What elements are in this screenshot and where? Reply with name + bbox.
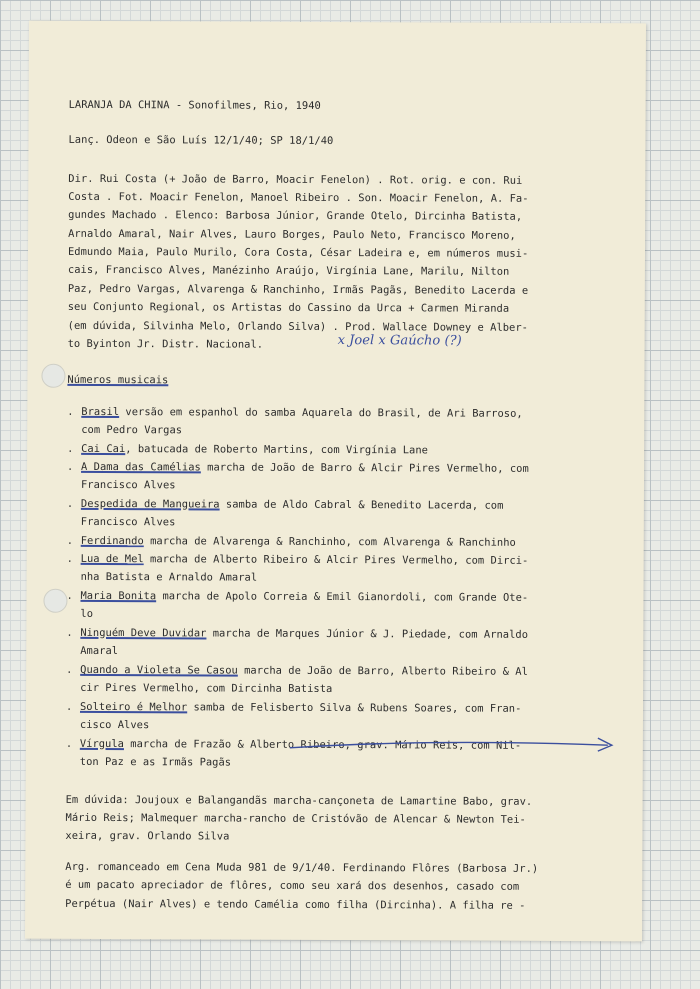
list-item-cont: Amaral [80,644,119,658]
song-title: Solteiro é Melhor [79,700,188,714]
song-details: marcha de Alvarenga & Ranchinho, com Alvarenga & Ranchinho [143,535,516,549]
song-title: Quando a Violeta Se Casou [80,663,238,677]
credits-line: gundes Machado . Elenco: Barbosa Júnior, Grande Otelo, Dircinha Batista, [68,208,523,223]
credits-line: Arnaldo Amaral, Nair Alves, Lauro Borges, Paulo Neto, Francisco Moreno, [68,227,516,242]
credits-line: Dir. Rui Costa (+ João de Barro, Moacir Fenelon) . Rot. orig. e con. Rui [68,172,523,187]
list-item: . Ninguém Deve Duvidar marcha de Marques Júnior & J. Piedade, com Arnaldo [66,626,529,641]
song-title: Ninguém Deve Duvidar [80,626,207,640]
song-details: versão em espanhol do samba Aquarela do Brasil, de Ari Barroso, [119,406,523,420]
list-item: . Brasil versão em espanhol do samba Aquarela do Brasil, de Ari Barroso, [67,405,523,420]
song-title: Ferdinando [80,534,144,548]
punch-hole-bottom [43,589,67,613]
list-item: . Maria Bonita marcha de Apolo Correia & Emil Gianordoli, com Grande Ote- [66,589,529,604]
list-item: . Quando a Violeta Se Casou marcha de João de Barro, Alberto Ribeiro & Al [66,663,528,678]
release-line: Lanç. Odeon e São Luís 12/1/40; SP 18/1/40 [68,133,334,147]
punch-hole-top [41,364,65,388]
song-title: Despedida de Mangueira [80,497,220,511]
argument-line: Perpétua (Nair Alves) e tendo Camélia como filha (Dircinha). A filha re - [65,897,526,912]
list-item: . Ferdinando marcha de Alvarenga & Ranchinho, com Alvarenga & Ranchinho [66,534,516,549]
song-title: Brasil [81,405,120,419]
typewritten-sheet [25,21,646,942]
list-item-cont: nha Batista e Arnaldo Amaral [80,570,258,584]
musical-numbers-heading: Números musicais [67,373,169,387]
song-details: marcha de Marques Júnior & J. Piedade, com Arnaldo [206,627,529,641]
list-item: . Despedida de Mangueira samba de Aldo Cabral & Benedito Lacerda, com [66,497,504,512]
credits-line: seu Conjunto Regional, os Artistas do Cassino da Urca + Carmen Miranda [67,300,510,315]
list-item: . Cai Cai, batucada de Roberto Martins, com Virgínia Lane [67,442,428,457]
credits-line: Costa . Fot. Moacir Fenelon, Manoel Ribeiro . Son. Moacir Fenelon, A. Fa- [68,190,529,205]
song-details: marcha de João de Barro, Alberto Ribeiro & Al [237,664,528,678]
doubt-line: Mário Reis; Malmequer marcha-rancho de Cristóvão de Alencar & Newton Tei- [65,811,526,826]
list-item: . Lua de Mel marcha de Alberto Ribeiro & Alcir Pires Vermelho, com Dirci- [66,552,529,567]
doubt-line: Em dúvida: Joujoux e Balangandãs marcha-cançoneta de Lamartine Babo, grav. [65,793,533,808]
list-item-cont: Francisco Alves [80,478,176,492]
handwritten-note: x Joel x Gaúcho (?) [337,333,462,349]
song-title: Lua de Mel [80,552,144,566]
handwritten-arrow [288,728,628,753]
credits-line: Edmundo Maia, Paulo Murilo, Cora Costa, César Ladeira e, em números musi- [67,245,529,260]
list-item-cont: ton Paz e as Irmãs Pagãs [79,755,232,769]
song-details: marcha de João de Barro & Alcir Pires Vermelho, com [200,461,529,475]
list-item: . Solteiro é Melhor samba de Felisberto Silva & Rubens Soares, com Fran- [65,700,522,715]
credits-line: Paz, Pedro Vargas, Alvarenga & Ranchinho, Irmãs Pagãs, Benedito Lacerda e [67,282,529,297]
song-details: marcha de Frazão & Alberto Ribeiro, grav. Mário Reis, com Nil- [123,738,522,752]
credits-line: (em dúvida, Silvinha Melo, Orlando Silva) . Prod. Wallace Downey e Alber- [67,319,529,334]
song-details: samba de Felisberto Silva & Rubens Soares, com Fran- [187,701,522,715]
song-details: marcha de Apolo Correia & Emil Gianordoli, com Grande Ote- [156,590,529,604]
document-title: LARANJA DA CHINA - Sonofilmes, Rio, 1940 [68,98,321,112]
list-item-cont: lo [80,607,94,620]
list-item: . Vírgula marcha de Frazão & Alberto Ribeiro, grav. Mário Reis, com Nil- [65,737,522,752]
song-details: samba de Aldo Cabral & Benedito Lacerda, com [219,498,504,512]
song-title: Vírgula [79,737,125,751]
list-item-cont: cir Pires Vermelho, com Dircinha Batista [80,681,333,695]
list-item: . A Dama das Camélias marcha de João de Barro & Alcir Pires Vermelho, com [67,460,529,475]
argument-line: é um pacato apreciador de flôres, como seu xará dos desenhos, casado com [65,878,520,893]
list-item-cont: com Pedro Vargas [81,423,183,437]
argument-line: Arg. romanceado em Cena Muda 981 de 9/1/40. Ferdinando Flôres (Barbosa Jr.) [65,860,539,875]
song-title: Maria Bonita [80,589,157,603]
credits-line: cais, Francisco Alves, Manézinho Araújo, Virgínia Lane, Marilu, Nilton [67,263,510,278]
song-details: marcha de Alberto Ribeiro & Alcir Pires Vermelho, com Dirci- [143,553,529,567]
credits-line: to Byinton Jr. Distr. Nacional. [67,337,264,351]
song-title: Cai Cai [81,442,126,456]
doubt-line: xeira, grav. Orlando Silva [65,829,230,843]
list-item-cont: cisco Alves [79,718,150,732]
list-item-cont: Francisco Alves [80,515,176,529]
song-title: A Dama das Camélias [81,460,201,474]
song-details: , batucada de Roberto Martins, com Virgínia Lane [125,443,428,457]
